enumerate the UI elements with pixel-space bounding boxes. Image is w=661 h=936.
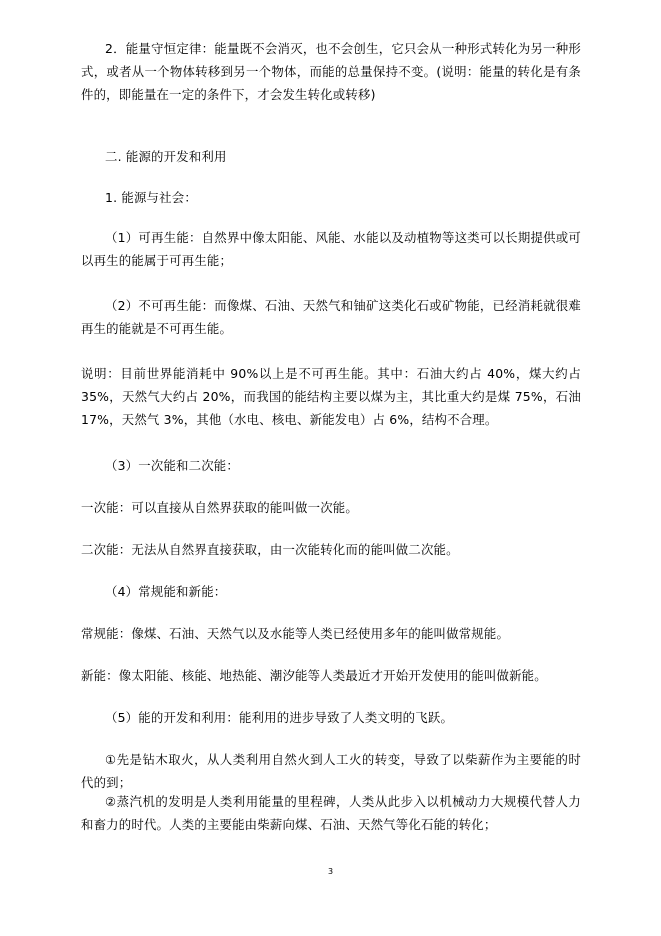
page-number: 3 xyxy=(327,867,334,876)
paragraph-nonrenewable-energy: （2）不可再生能：而像煤、石油、天然气和铀矿这类化石或矿物能，已经消耗就很难再生的能就是不可再生能。 xyxy=(81,298,581,336)
paragraph-energy-conservation: 2．能量守恒定律：能量既不会消灭，也不会创生，它只会从一种形式转化为另一种形式，或者从一个物体转移到另一个物体，而能的总量保持不变。(说明：能量的转化是有条件的，即能量在一定的条件下，才会发生转化或转移) xyxy=(81,41,581,102)
subheading-primary-secondary: （3）一次能和二次能： xyxy=(105,458,239,473)
paragraph-new-energy: 新能：像太阳能、核能、地热能、潮汐能等人类最近才开始开发使用的能叫做新能。 xyxy=(81,668,547,683)
paragraph-fire-era: ①先是钻木取火，从人类利用自然火到人工火的转变，导致了以柴薪作为主要能的时代的到； xyxy=(81,752,581,790)
subheading-development-use: （5）能的开发和利用：能利用的进步导致了人类文明的飞跃。 xyxy=(105,710,454,725)
subheading-conventional-new: （4）常规能和新能： xyxy=(105,584,227,599)
paragraph-primary-energy: 一次能：可以直接从自然界获取的能叫做一次能。 xyxy=(81,500,358,515)
paragraph-renewable-energy: （1）可再生能：自然界中像太阳能、风能、水能以及动植物等这类可以长期提供或可以再生的能属于可再生能； xyxy=(81,230,581,268)
paragraph-steam-engine-era: ②蒸汽机的发明是人类利用能量的里程碑，人类从此步入以机械动力大规模代替人力和畜力的时代。人类的主要能由柴薪向煤、石油、天然气等化石能的转化； xyxy=(81,794,581,832)
subheading-energy-and-society: 1. 能源与社会： xyxy=(105,190,197,205)
section-heading-energy-development: 二. 能源的开发和利用 xyxy=(105,149,227,164)
paragraph-secondary-energy: 二次能：无法从自然界直接获取，由一次能转化而的能叫做二次能。 xyxy=(81,542,459,557)
paragraph-energy-consumption-note: 说明：目前世界能消耗中 90%以上是不可再生能。其中：石油大约占 40%，煤大约占 35%，天然气大约占 20%，而我国的能结构主要以煤为主，其比重大约是煤 75%，石油 17%，天然气 3%，其他（水电、核电、新能发电）占 6%，结构不合理。 xyxy=(81,366,581,427)
paragraph-conventional-energy: 常规能：像煤、石油、天然气以及水能等人类已经使用多年的能叫做常规能。 xyxy=(81,626,510,641)
